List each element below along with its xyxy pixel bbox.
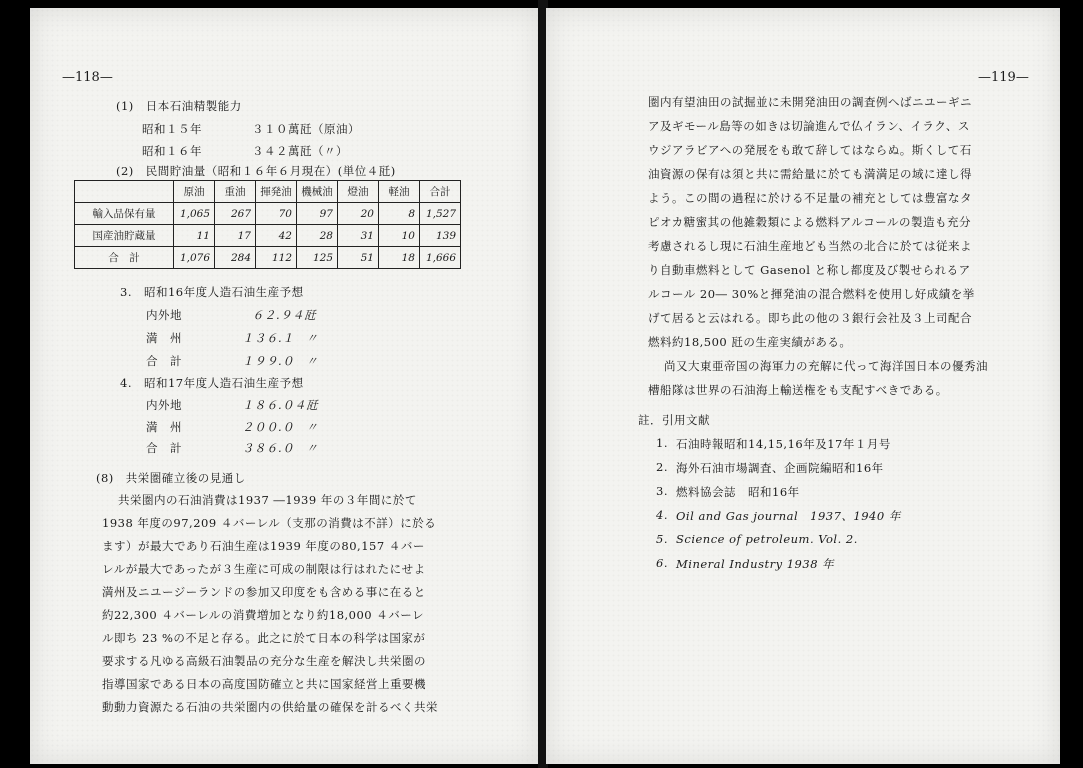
section-8-heading: (8) 共栄圏確立後の見通し [96,471,246,485]
s4-row-label: 内外地 [146,398,182,412]
paragraph-line: 指導国家である日本の高度国防確立と共に国家経営上重要機 [102,677,426,691]
references-heading: 註．引用文献 [638,413,710,427]
s3-row-label: 合 計 [146,354,182,368]
table-cell: 284 [215,247,256,269]
table-row-label: 国産油貯蔵量 [75,225,174,247]
section-2-heading: (2) 民間貯油量（昭和１６年６月現在）(単位４瓩) [116,164,396,178]
reference-text: Mineral Industry 1938 年 [676,557,835,571]
paragraph-line: 満州及ニユージーランドの参加又印度をも含める事に在ると [102,585,426,599]
table-cell: 97 [297,203,338,225]
table-cell: 8 [379,203,420,225]
table-cell: 139 [420,225,461,247]
s4-row-value: １８６.０４瓩 [242,398,319,412]
paragraph-line: 要求する凡ゆる高級石油製品の充分な生産を解決し共栄圏の [102,654,426,668]
table-cell: 1,065 [174,203,215,225]
paragraph-line: 共栄圏内の石油消費は1937 ―1939 年の３年間に於て [118,493,417,507]
s3-row-label: 満 州 [146,331,182,345]
s4-row-value: ２００.０ 〃 [242,420,319,434]
s4-row-value: ３８６.０ 〃 [242,441,319,455]
reference-number: 1. [656,436,668,450]
s1-row-value: ３４２萬瓩（〃） [252,144,348,158]
right-page [546,8,1060,764]
table-cell: 1,666 [420,247,461,269]
table-row [75,247,461,269]
reference-number: 3. [656,484,668,498]
section-4-heading: 4. 昭和17年度人造石油生産予想 [120,376,304,390]
table-row-label: 輸入品保有量 [75,203,174,225]
table-cell: 20 [338,203,379,225]
s4-row-label: 合 計 [146,441,182,455]
paragraph-line: ルコール 20― 30%と揮発油の混合燃料を使用し好成績を挙 [648,287,975,301]
table-cell: 125 [297,247,338,269]
reference-text: 燃料協会誌 昭和16年 [676,485,800,499]
table-cell: 1,076 [174,247,215,269]
s3-row-value: １９９.０ 〃 [242,354,319,368]
s3-row-value: ６２.９４瓩 [252,308,317,322]
s1-row-label: 昭和１５年 [142,122,202,136]
s4-row-label: 満 州 [146,420,182,434]
table-cell: 70 [256,203,297,225]
paragraph-line: げて居ると云はれる。即ち此の他の３銀行会社及３上司配合 [648,311,972,325]
paragraph-line: ル即ち 23 %の不足と存る。此之に於て日本の科学は国家が [102,631,426,645]
paragraph-line: レルが最大であったが３生産に可成の制限は行はれたにせよ [102,562,426,576]
table-header-cell: 軽油 [379,181,420,203]
table-corner-cell [75,181,174,203]
table-row [75,203,461,225]
oil-stock-table [74,180,461,269]
table-header-cell: 燈油 [338,181,379,203]
reference-text: Oil and Gas journal 1937、1940 年 [676,509,901,523]
page-number-left: —118— [62,70,113,85]
reference-number: 2. [656,460,668,474]
paragraph-line: 1938 年度の97,209 ４バーレル（支那の消費は不詳）に於る [102,516,437,530]
table-cell: 10 [379,225,420,247]
s3-row-label: 内外地 [146,308,182,322]
table-cell: 31 [338,225,379,247]
table-header-row [75,181,461,203]
paragraph-line: ピオカ糖蜜其の他雑穀類による燃料アルコールの製造も充分 [648,215,971,229]
reference-text: Science of petroleum. Vol. 2. [676,532,858,546]
s3-row-value: １３６.１ 〃 [242,331,319,345]
paragraph-line: り自動車燃料として Gasenol と称し都度及び製せられるア [648,263,971,277]
s1-row-value: ３１０萬瓩（原油） [252,122,360,136]
reference-number: 6. [656,556,668,570]
table-row [75,225,461,247]
section-3-heading: 3. 昭和16年度人造石油生産予想 [120,285,304,299]
reference-number: 4. [656,508,668,522]
paragraph-line: 尚又大東亜帝国の海軍力の充解に代って海洋国日本の優秀油 [664,359,988,373]
paragraph-line: 燃料約18,500 瓩の生産実績がある。 [648,335,852,349]
table-cell: 28 [297,225,338,247]
paragraph-line: 約22,300 ４バーレルの消費増加となり約18,000 ４バーレ [102,608,425,622]
left-page [30,8,540,764]
paragraph-line: 圏内有望油田の試掘並に未開発油田の調査例へばニユーギニ [648,95,972,109]
table-cell: 267 [215,203,256,225]
table-header-cell: 原油 [174,181,215,203]
table-cell: 18 [379,247,420,269]
paragraph-line: 考慮されるし現に石油生産地ども当然の北合に於ては従来よ [648,239,972,253]
paragraph-line: ア及ギモール島等の如きは切論進んで仏イラン、イラク、ス [648,119,970,133]
table-cell: 1,527 [420,203,461,225]
table-cell: 11 [174,225,215,247]
paragraph-line: ます）が最大であり石油生産は1939 年度の80,157 ４バー [102,539,425,553]
table-cell: 42 [256,225,297,247]
table-header-cell: 機械油 [297,181,338,203]
section-1-heading: (1) 日本石油精製能力 [116,99,242,113]
paragraph-line: 動動力資源たる石油の共栄圏内の供給量の確保を計るべく共栄 [102,700,438,714]
paragraph-line: ウジアラビアへの発展をも敢て辞してはならぬ。斯くして石 [648,143,972,157]
paragraph-line: 槽船隊は世界の石油海上輸送権をも支配すべきである。 [648,383,948,397]
page-number-right: —119— [978,70,1029,85]
table-cell: 112 [256,247,297,269]
reference-text: 海外石油市場調査、企画院編昭和16年 [676,461,884,475]
table-cell: 17 [215,225,256,247]
table-header-cell: 揮発油 [256,181,297,203]
paragraph-line: よう。この間の過程に於ける不足量の補充としては豊富なタ [648,191,972,205]
table-header-cell: 合計 [420,181,461,203]
s1-row-label: 昭和１６年 [142,144,202,158]
reference-text: 石油時報昭和14,15,16年及17年１月号 [676,437,891,451]
reference-number: 5. [656,532,668,546]
table-row-label: 合 計 [75,247,174,269]
table-header-cell: 重油 [215,181,256,203]
paragraph-line: 油資源の保有は須と共に需給量に於ても満満足の域に達し得 [648,167,972,181]
table-cell: 51 [338,247,379,269]
